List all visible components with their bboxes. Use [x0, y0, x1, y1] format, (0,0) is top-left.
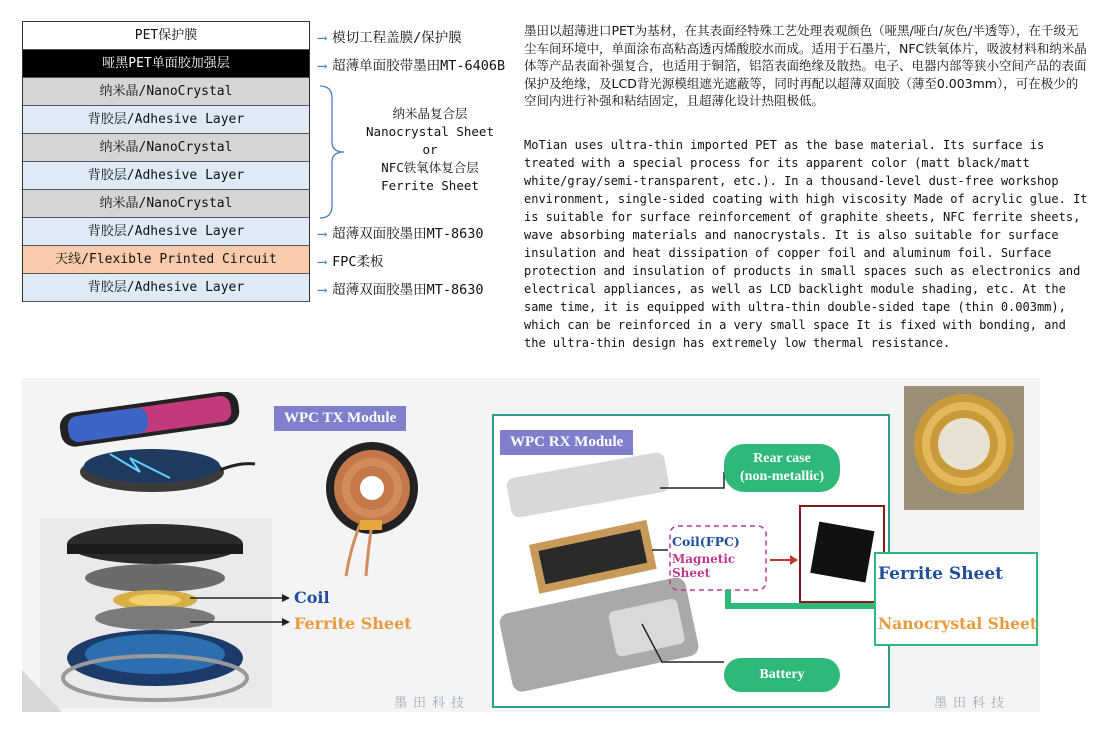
wpc-rx-title: WPC RX Module [500, 430, 633, 455]
battery-pill: Battery [724, 658, 840, 692]
annotation-single-tape [318, 54, 505, 74]
magnetic-text: Magnetic [672, 552, 736, 566]
brace-icon [318, 84, 358, 220]
wpc-module-figure [22, 378, 1040, 712]
phone-charger-illustration [40, 392, 260, 502]
arrow-right-icon: ⟶ [318, 254, 327, 270]
annotation-protective-film [318, 26, 462, 46]
annotation-text: 超薄双面胶墨田MT-8630 [332, 226, 484, 242]
coil-fpc-label: Coil(FPC) [672, 534, 740, 549]
layer-adhesive-3: 背胶层/Adhesive Layer [23, 218, 309, 246]
composite-or: or [422, 142, 438, 157]
arrow-right-icon: ⟶ [318, 30, 327, 46]
gold-coil-photo [904, 386, 1024, 510]
description-chinese: 墨田以超薄进口PET为基材，在其表面经特殊工艺处理表观颜色（哑黑/哑白/灰色/半透等），在千级无尘车间环境中，单面涂布高粘高透丙烯酸胶水而成。适用于石墨片，NFC铁氧体片，吸波材料和纳米晶体等产品表面补强复合，也适用于铜箔，铝箔表面绝缘及散热。电子、电器内部等狭小空间产品的表面保护及绝缘，及LCD背光源模组遮光遮蔽等，同时再配以超薄双面胶（薄至0.003mm），可在极少的空间内进行补强和粘结固定，且超薄化设计热阻极低。 [524, 23, 1087, 108]
composite-cn-1: 纳米晶复合层 [392, 106, 468, 121]
annotation-text: FPC柔板 [332, 254, 384, 270]
ferrite-sheet-output-label: Ferrite Sheet [878, 564, 1004, 584]
annotation-double-tape-2 [318, 278, 484, 298]
ferrite-sheet-label: Ferrite Sheet [294, 614, 412, 633]
coil-label: Coil [294, 588, 330, 607]
wpc-tx-title: WPC TX Module [274, 406, 406, 431]
rear-case-subtext: (non-metallic) [740, 469, 824, 484]
pointer-arrows-icon [190, 588, 290, 628]
layer-pet-protective: PET保护膜 [23, 22, 309, 50]
layer-matte-black-pet: 哑黑PET单面胶加强层 [23, 50, 309, 78]
magnetic-sheet-label [672, 552, 735, 580]
annotation-double-tape-1 [318, 222, 484, 242]
layer-nanocrystal-3: 纳米晶/NanoCrystal [23, 190, 309, 218]
corner-triangle-icon [22, 670, 62, 712]
layer-adhesive-2: 背胶层/Adhesive Layer [23, 162, 309, 190]
tx-coil-illustration [320, 440, 440, 580]
arrow-right-icon: ⟶ [318, 226, 327, 242]
annotation-text: 超薄双面胶墨田MT-8630 [332, 282, 484, 298]
composite-layer-label [355, 105, 505, 195]
layer-adhesive-1: 背胶层/Adhesive Layer [23, 106, 309, 134]
watermark-logo-text-2: 墨田科技 [934, 696, 1011, 711]
composite-cn-2: NFC铁氧体复合层 [381, 160, 479, 175]
layer-adhesive-4: 背胶层/Adhesive Layer [23, 274, 309, 302]
annotation-text: 模切工程盖膜/保护膜 [332, 30, 462, 46]
description-english: MoTian uses ultra-thin imported PET as the base material. Its surface is treated with a special process for its apparent color (matt black/matt white/gray/semi-transparent, etc.). In a thousand-level dust-free workshop environment, single-sided coating with high viscosity Made of acrylic glue. It is suitable for surface reinforcement of graphite sheets, NFC ferrite sheets, wave absorbing materials and nanocrystals. It is also suitable for surface insulation and heat dissipation of copper foil and aluminum foil. Surface protection and insulation of products in small spaces such as electronics and electrical appliances, as well as LCD backlight module shading, etc. At the same time, it is equipped with ultra-thin double-sided tape (thin 0.003mm), which can be reinforced in a very small space It is fixed with bonding, and the ultra-thin design has extremely low thermal resistance. [524, 138, 1088, 350]
rear-case-text: Rear case [753, 451, 811, 466]
nanocrystal-sheet-output-label: Nanocrystal Sheet [878, 614, 1037, 633]
composite-en-1: Nanocrystal Sheet [366, 124, 494, 139]
layer-nanocrystal-2: 纳米晶/NanoCrystal [23, 134, 309, 162]
arrow-right-icon: ⟶ [318, 282, 327, 298]
layer-nanocrystal-1: 纳米晶/NanoCrystal [23, 78, 309, 106]
annotation-fpc [318, 250, 384, 270]
composite-en-2: Ferrite Sheet [381, 178, 479, 193]
watermark-logo-text: 墨田科技 [394, 696, 471, 711]
arrow-right-icon: ⟶ [318, 58, 327, 74]
annotation-text: 超薄单面胶带墨田MT-6406B [332, 58, 506, 74]
rear-case-pill [724, 444, 840, 492]
layer-fpc-antenna: 天线/Flexible Printed Circuit [23, 246, 309, 274]
sheet-text: Sheet [672, 566, 711, 580]
layer-stack-table [22, 21, 310, 302]
